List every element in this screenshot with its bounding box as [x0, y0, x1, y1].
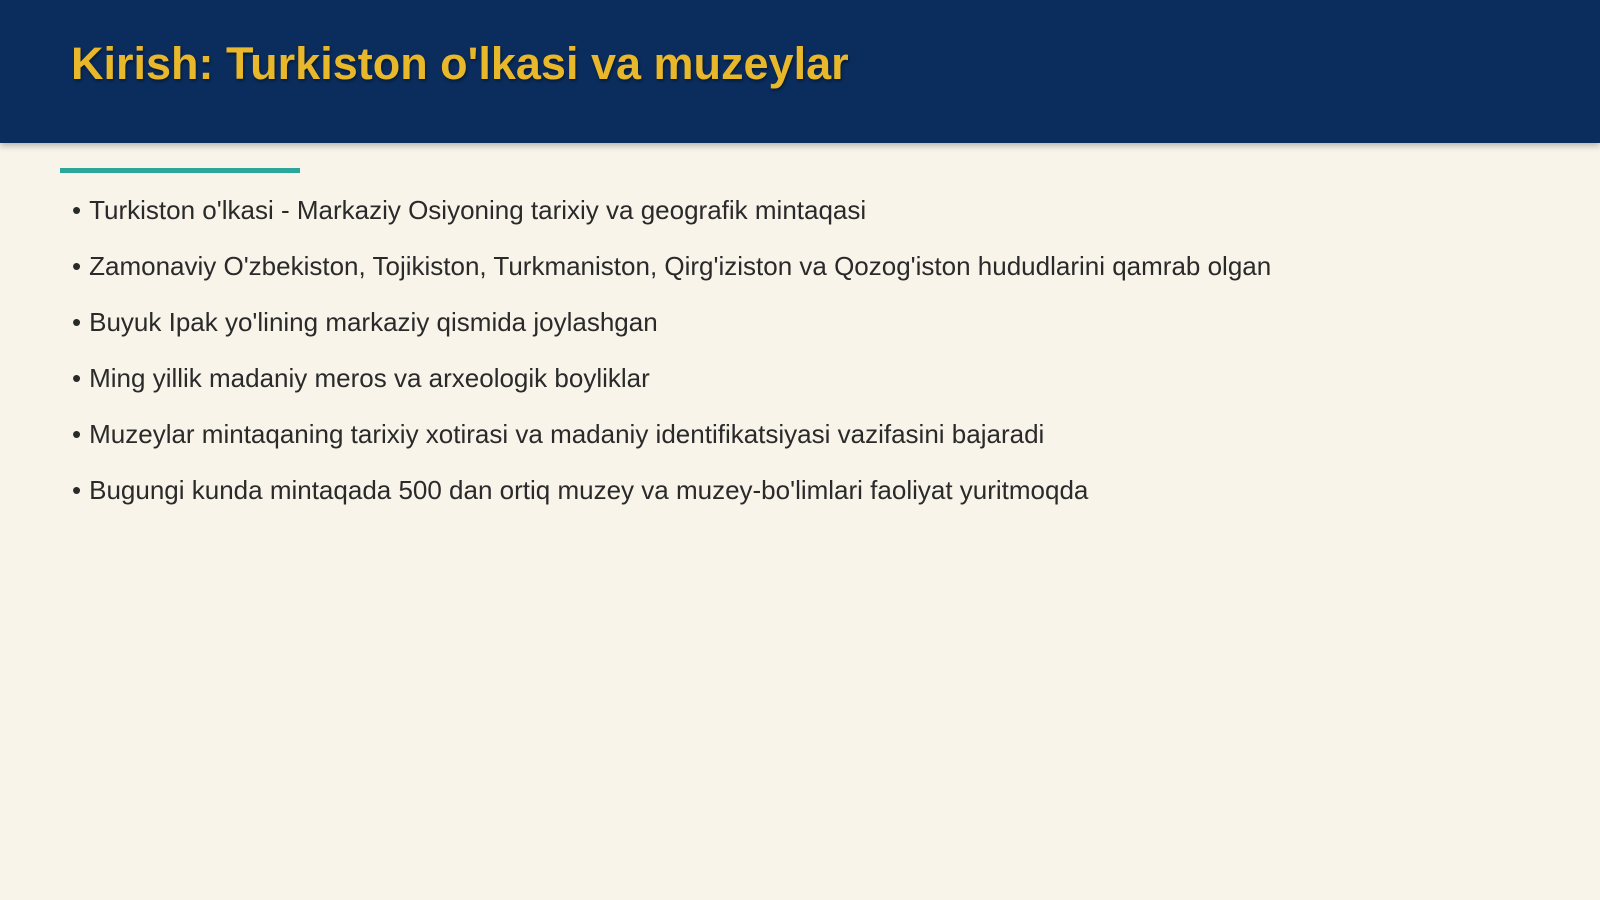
bullet-icon: • — [72, 306, 82, 337]
bullet-icon: • — [72, 250, 82, 281]
bullet-text: Muzeylar mintaqaning tarixiy xotirasi va madaniy identifikatsiyasi vazifasini bajaradi — [89, 418, 1045, 449]
bullet-item — [72, 182, 1271, 238]
bullet-text: Ming yillik madaniy meros va arxeologik boyliklar — [89, 362, 650, 393]
bullet-item — [72, 238, 1271, 294]
bullet-item — [72, 350, 1271, 406]
bullet-icon: • — [72, 474, 82, 505]
bullet-item — [72, 294, 1271, 350]
bullet-text: Buyuk Ipak yo'lining markaziy qismida joylashgan — [89, 306, 658, 337]
bullet-icon: • — [72, 194, 82, 225]
bullet-icon: • — [72, 418, 82, 449]
bullet-text: Turkiston o'lkasi - Markaziy Osiyoning tarixiy va geografik mintaqasi — [89, 194, 867, 225]
title-accent-line — [60, 168, 300, 173]
bullet-text: Zamonaviy O'zbekiston, Tojikiston, Turkmaniston, Qirg'iziston va Qozog'iston hududlarini qamrab olgan — [89, 250, 1272, 281]
bullet-item — [72, 462, 1271, 518]
bullet-icon: • — [72, 362, 82, 393]
bullet-text: Bugungi kunda mintaqada 500 dan ortiq muzey va muzey-bo'limlari faoliyat yuritmoqda — [89, 474, 1089, 505]
slide-title: Kirish: Turkiston o'lkasi va muzeylar — [71, 38, 849, 89]
bullet-list — [72, 182, 1271, 518]
bullet-item — [72, 406, 1271, 462]
slide-header — [0, 0, 1600, 143]
